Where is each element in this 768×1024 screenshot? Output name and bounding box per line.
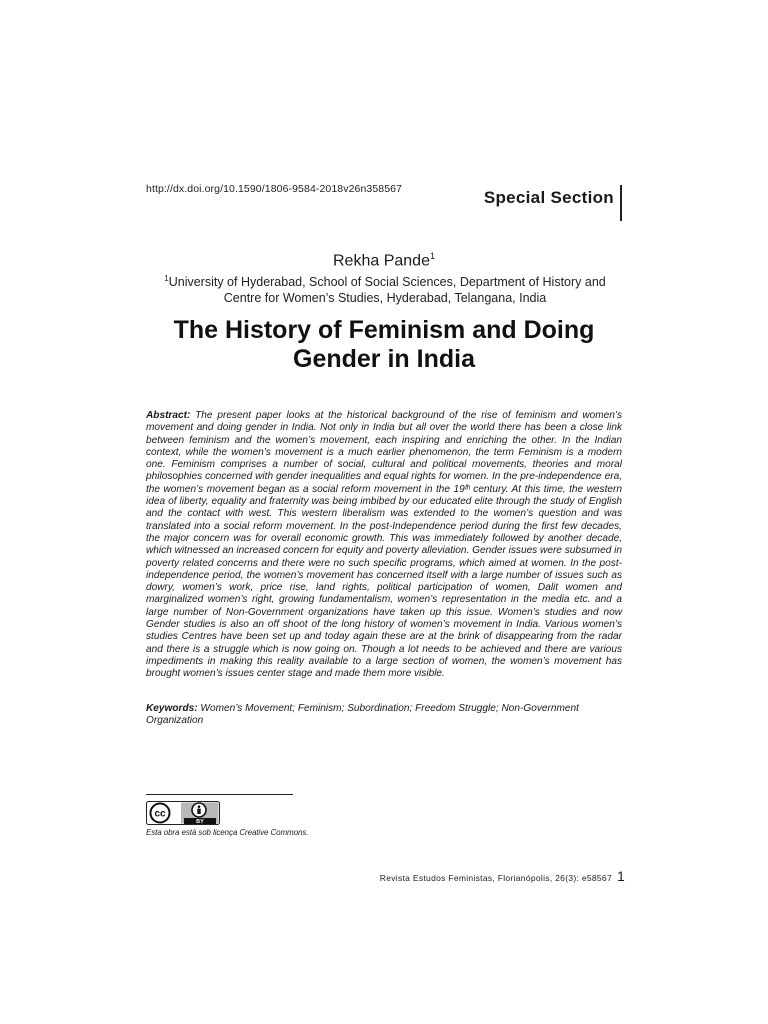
cc-badge-text: cc	[154, 808, 166, 820]
affiliation-line-2: Centre for Women’s Studies, Hyderabad, Telangana, India	[223, 291, 547, 306]
license-link[interactable]: Creative Commons.	[239, 828, 309, 837]
doi-link[interactable]: http://dx.doi.org/10.1590/1806-9584-2018v26n358567	[146, 183, 403, 195]
abstract-text: The present paper looks at the historical background of the rise of feminism and women’s movement and doing gender in India. Not only in India but all over the world there has been a close link between feminism and the women’s movement, each inspiring and enriching the other. In the Indian context, while the women’s movement is a much earlier phenomenon, the term Feminism is a modern one. Feminism comprises a number of social, cultural and political movements, theories and moral philosophies concerned with gender inequalities and equal rights for women. In the pre-independence era, the women’s movement began as a social reform movement in the 19ᵗʰ century. At this time, the western idea of liberty, equality and fraternity was being imbibed by our educated elite through the study of English and the contact with west. This western liberalism was extended to the women’s question and was translated into a social reform movement. In the post-Independence period during the first few decades, the major concern was for overall economic growth. This was immediately followed by another decade, which witnessed an increased concern for equity and poverty alleviation. Gender issues were subsumed in poverty related concerns and there were no such specific programs, which aimed at women. In the post-independence period, the women’s movement has concerned itself with a large number of issues such as dowry, women’s work, price rise, land rights, political participation of women, Dalit women and marginalized women’s right, growing fundamentalism, women’s representation in the media etc. and a large number of Non-Government organizations have taken up this issue. Women’s studies and now Gender studies is also an off shoot of the long history of women’s movement in India. Various women’s studies Centres have been set up and today again these are at the brink of disappearing from the radar and there is a struggle which is now going on. Though a lot needs to be achieved and there are various impediments in making this reality available to a large section of women, the women’s movement has brought women’s issues center stage and made them more visible.	[146, 410, 622, 680]
paper-title	[120, 316, 648, 374]
title-line-2: Gender in India	[293, 345, 475, 373]
affiliation-marker: 1	[164, 274, 169, 283]
title-line-1: The History of Feminism and Doing	[173, 316, 595, 344]
license-statement	[146, 828, 308, 837]
keywords-text: Women’s Movement; Feminism; Subordination; Freedom Struggle; Non-Government Organization	[146, 703, 579, 727]
journal-citation: Revista Estudos Feministas, Florianópolis, 26(3): e58567	[379, 873, 612, 883]
abstract-label: Abstract:	[146, 410, 191, 421]
license-text: Esta obra está sob licença	[146, 828, 238, 837]
author-name: Rekha Pande	[333, 252, 430, 270]
author-footnote-marker: 1	[429, 251, 435, 261]
creative-commons-by-badge[interactable]	[146, 801, 220, 825]
affiliation-line-1: University of Hyderabad, School of Social Sciences, Department of History and	[168, 275, 606, 290]
abstract	[146, 410, 622, 681]
author-line	[0, 251, 768, 270]
keywords	[146, 703, 622, 728]
section-label: Special Section	[483, 188, 614, 207]
section-header	[466, 185, 622, 221]
by-badge-text: BY	[196, 819, 204, 825]
keywords-label: Keywords:	[146, 703, 198, 714]
page-number: 1	[617, 868, 625, 884]
footnote-divider	[146, 794, 293, 795]
author-affiliation	[150, 271, 620, 306]
cc-by-icon	[146, 801, 220, 825]
